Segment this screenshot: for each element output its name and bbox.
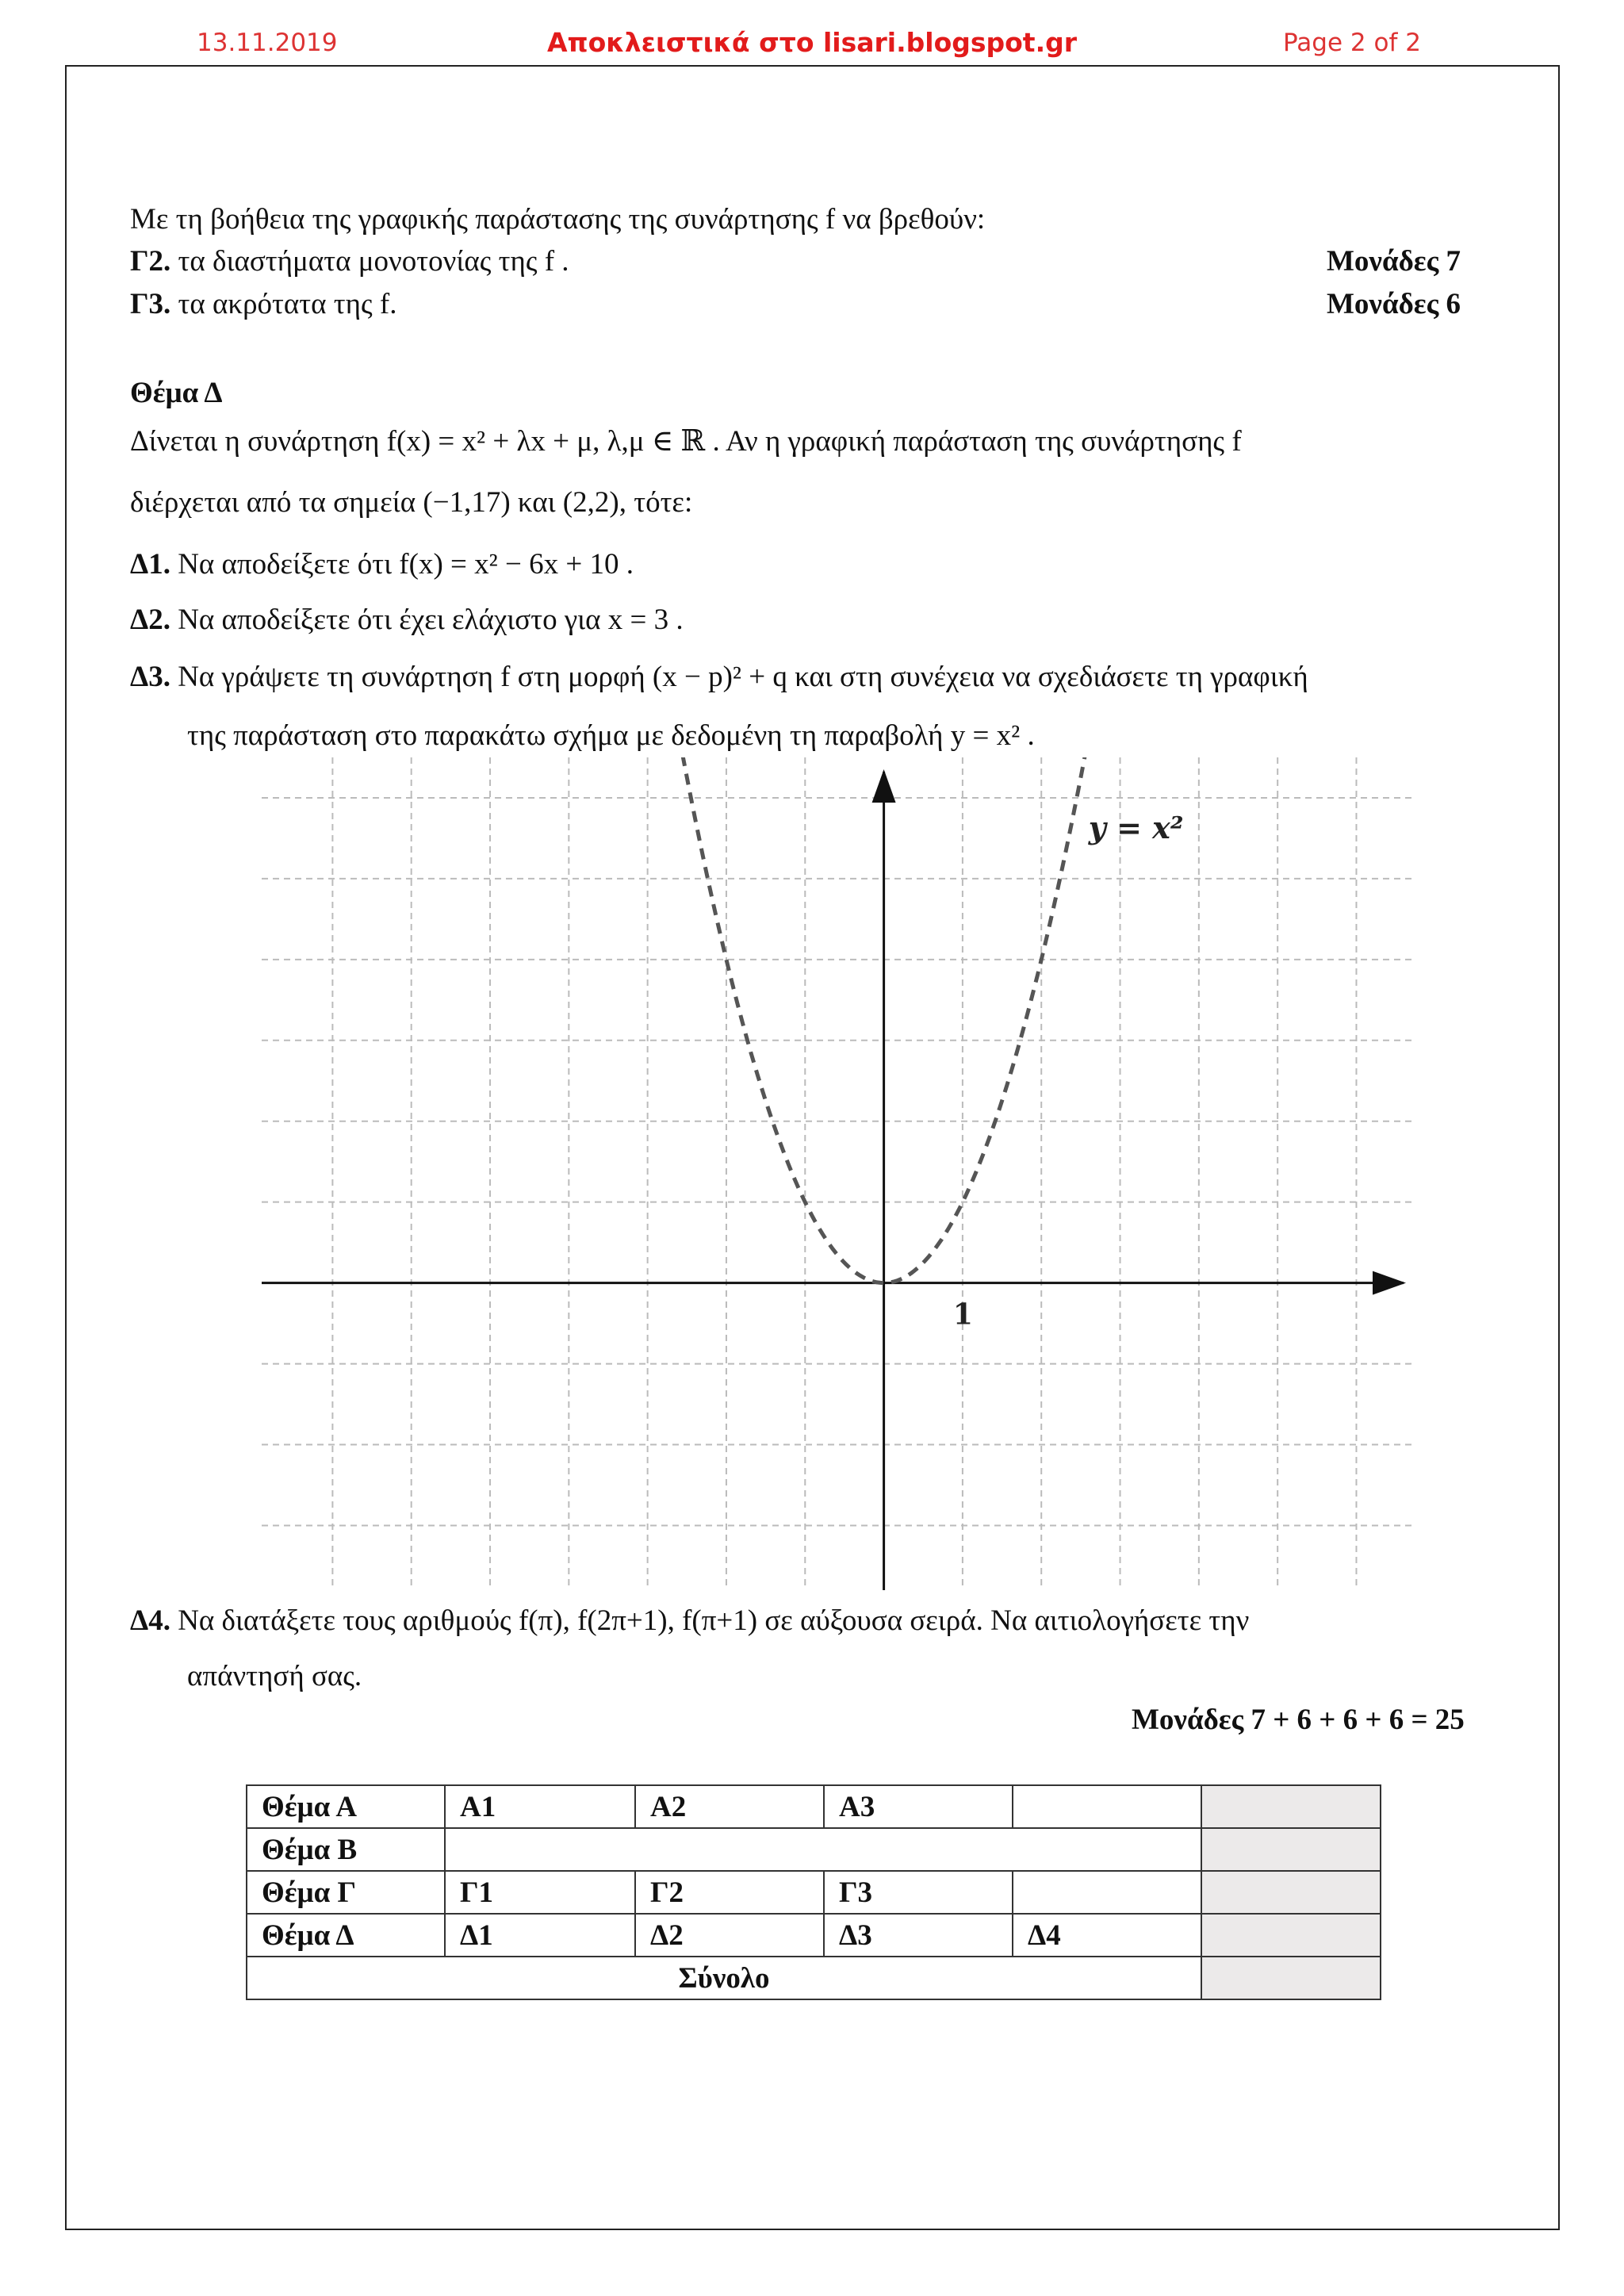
thema-d-title: Θέμα Δ (130, 377, 223, 409)
d3-line2: της παράσταση στο παρακάτω σχήμα με δεδομένη τη παραβολή y = x² . (187, 719, 1035, 752)
total-label-cell: Σύνολο (247, 1957, 1201, 1999)
table-cell (445, 1828, 1201, 1871)
intro-line: Με τη βοήθεια της γραφικής παράστασης της συνάρτησης f να βρεθούν: (130, 203, 986, 236)
g3-text: τα ακρότατα της f. (178, 288, 397, 320)
score-cell (1201, 1785, 1381, 1828)
d2-line (130, 603, 684, 638)
table-cell: Δ1 (445, 1914, 635, 1957)
g3-label: Γ3. (130, 288, 171, 320)
table-row (247, 1828, 1381, 1871)
table-cell: Θέμα Δ (247, 1914, 445, 1957)
table-row (247, 1957, 1381, 1999)
table-cell: Γ1 (445, 1871, 635, 1914)
table-row (247, 1871, 1381, 1914)
curve-label: y = x² (1088, 809, 1184, 845)
g3-line (130, 287, 397, 322)
d1-line (130, 547, 634, 582)
d4-label: Δ4. (130, 1604, 170, 1637)
grade-table (246, 1784, 1381, 2000)
d4-line (130, 1604, 1249, 1639)
g2-line (130, 244, 569, 279)
d2-label: Δ2. (130, 604, 170, 636)
score-cell (1201, 1914, 1381, 1957)
table-row (247, 1785, 1381, 1828)
header-source: Αποκλειστικά στο lisari.blogspot.gr (546, 27, 1078, 58)
g3-points: Μονάδες 6 (1327, 288, 1461, 320)
d4-text: Να διατάξετε τους αριθμούς f(π), f(2π+1), f(π+1) σε αύξουσα σειρά. Να αιτιολογήσετε την (178, 1604, 1250, 1637)
thema-d-line1: Δίνεται η συνάρτηση f(x) = x² + λx + μ, λ,μ ∈ ℝ . Αν η γραφική παράσταση της συνάρτησης f (130, 425, 1242, 458)
table-cell: Α3 (824, 1785, 1013, 1828)
table-cell: Α1 (445, 1785, 635, 1828)
tick-label-x-1: 1 (952, 1297, 973, 1332)
score-cell (1201, 1871, 1381, 1914)
g2-text: τα διαστήματα μονοτονίας της f . (178, 245, 569, 278)
table-cell: Θέμα Γ (247, 1871, 445, 1914)
d3-text: Να γράψετε τη συνάρτηση f στη μορφή (x − p)² + q και στη συνέχεια να σχεδιάσετε τη γραφική (178, 661, 1308, 693)
table-row (247, 1914, 1381, 1957)
table-cell (1013, 1871, 1201, 1914)
table-cell: Γ3 (824, 1871, 1013, 1914)
d4-line2: απάντησή σας. (187, 1660, 362, 1692)
header-page: Page 2 of 2 (1283, 29, 1421, 57)
table-cell (1013, 1785, 1201, 1828)
table-cell: Δ4 (1013, 1914, 1201, 1957)
g2-points: Μονάδες 7 (1327, 245, 1461, 278)
table-cell: Θέμα Α (247, 1785, 445, 1828)
thema-d-line2: διέρχεται από τα σημεία (−1,17) και (2,2), τότε: (130, 486, 693, 519)
score-cell (1201, 1828, 1381, 1871)
score-cell (1201, 1957, 1381, 1999)
d3-label: Δ3. (130, 661, 170, 693)
table-cell: Γ2 (635, 1871, 824, 1914)
table-cell: Δ3 (824, 1914, 1013, 1957)
header-date: 13.11.2019 (197, 29, 338, 57)
d1-text: Να αποδείξετε ότι f(x) = x² − 6x + 10 . (178, 548, 634, 581)
g2-label: Γ2. (130, 245, 171, 278)
total-points: Μονάδες 7 + 6 + 6 + 6 = 25 (1132, 1704, 1465, 1736)
parabola-chart (262, 757, 1411, 1590)
d3-line (130, 660, 1308, 695)
d2-text: Να αποδείξετε ότι έχει ελάχιστο για x = 3 . (178, 604, 684, 636)
table-cell: Δ2 (635, 1914, 824, 1957)
table-cell: Θέμα Β (247, 1828, 445, 1871)
table-cell: Α2 (635, 1785, 824, 1828)
d1-label: Δ1. (130, 548, 170, 581)
